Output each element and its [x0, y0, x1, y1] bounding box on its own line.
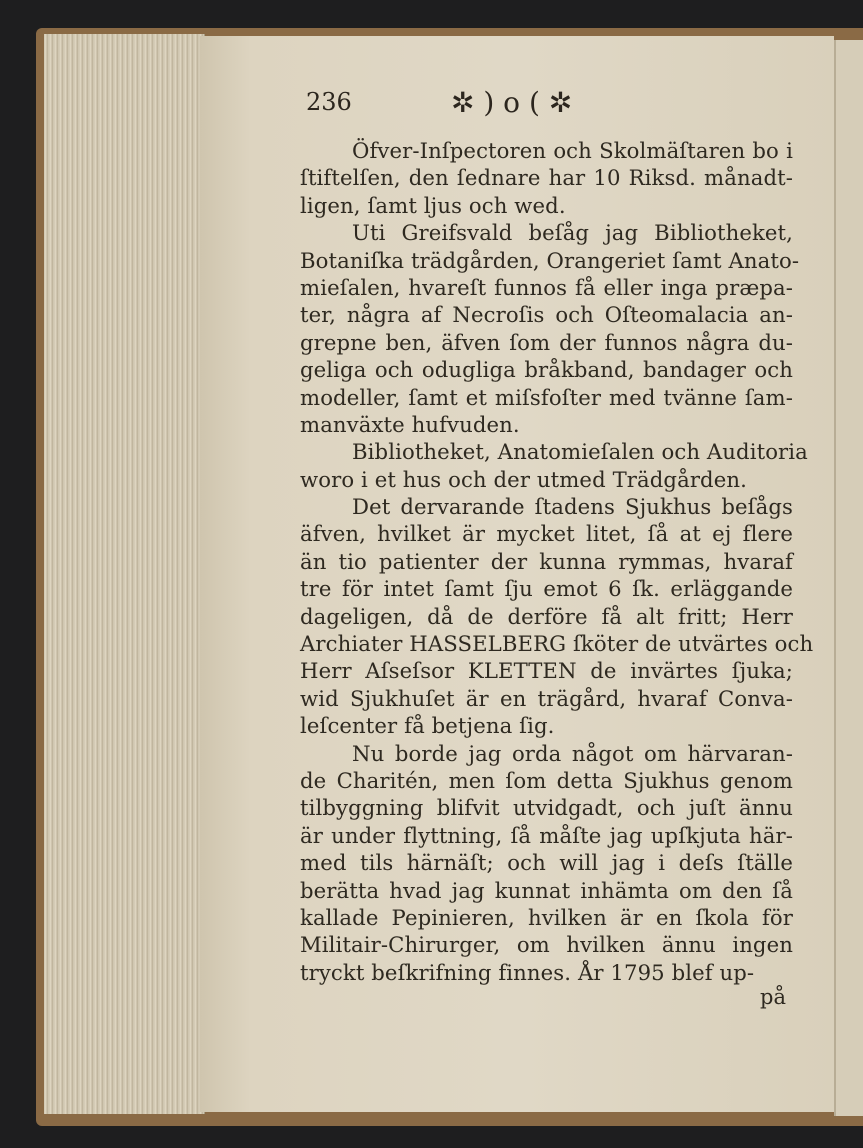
text-line: än tio patienter der kunna rymmas, hvaraf: [300, 548, 793, 574]
text-line: woro i et hus och der utmed Trädgården.: [300, 466, 747, 492]
text-line: geliga och odugliga bråkband, bandager och: [300, 357, 793, 383]
text-line: dageligen, då de derföre få alt fritt; Herr: [300, 603, 793, 629]
text-line: Det dervarande ſtadens Sjukhus beſågs: [352, 494, 793, 520]
catchword: på: [760, 985, 786, 1009]
text-line: berätta hvad jag kunnat inhämta om den ſå: [300, 877, 793, 903]
text-line: de Charitén, men ſom detta Sjukhus genom: [300, 767, 793, 793]
text-line: ligen, ſamt ljus och wed.: [300, 192, 566, 218]
page-stack-edge: [44, 34, 205, 1114]
running-header: [306, 88, 666, 120]
ornament-header: ✲ ) o ( ✲: [451, 86, 573, 119]
text-line: wid Sjukhuſet är en trägård, hvaraf Conva-: [300, 685, 793, 711]
body-text: [300, 137, 814, 986]
text-line: tre för intet ſamt ſju emot 6 ſk. erläggande: [300, 576, 793, 602]
text-line: grepne ben, äfven ſom der funnos några du-: [300, 329, 793, 355]
text-line: kallade Pepinieren, hvilken är en ſkola för: [300, 904, 793, 930]
text-line: Militair-Chirurger, om hvilken ännu ingen: [300, 932, 793, 958]
text-line: manväxte hufvuden.: [300, 411, 520, 437]
text-line: ſtiftelſen, den ſednare har 10 Riksd. månadt-: [300, 165, 793, 191]
text-line: är under flyttning, ſå måſte jag upſkjuta här-: [300, 822, 793, 848]
page-number: 236: [306, 88, 352, 116]
text-line: mieſalen, hvareſt funnos få eller inga præpa-: [300, 274, 793, 300]
text-line: Archiater HASSELBERG ſköter de utvärtes och: [300, 631, 814, 657]
text-line: Bibliotheket, Anatomieſalen och Auditoria: [352, 439, 808, 465]
facing-page-edge: [834, 40, 863, 1116]
text-line: äfven, hvilket är mycket litet, ſå at ej flere: [300, 521, 793, 547]
text-line: Nu borde jag orda något om härvaran-: [352, 740, 793, 766]
text-line: tryckt beſkrifning finnes. År 1795 blef up-: [300, 959, 755, 985]
text-line: Uti Greifsvald beſåg jag Bibliotheket,: [352, 220, 793, 246]
text-line: Herr Aſseſsor KLETTEN de invärtes ſjuka;: [300, 658, 793, 684]
text-line: leſcenter få betjena ſig.: [300, 713, 555, 739]
text-line: tilbyggning blifvit utvidgadt, och juſt ännu: [300, 795, 793, 821]
text-line: modeller, ſamt et miſsfoſter med tvänne ſam-: [300, 384, 793, 410]
text-line: ter, några af Necroſis och Oſteomalacia an-: [300, 302, 793, 328]
text-line: Botaniſka trädgården, Orangeriet ſamt Anato-: [300, 247, 800, 273]
text-line: med tils härnäſt; och will jag i deſs ſtälle: [300, 850, 793, 876]
text-line: Öfver-Inſpectoren och Skolmäſtaren bo i: [352, 138, 793, 163]
